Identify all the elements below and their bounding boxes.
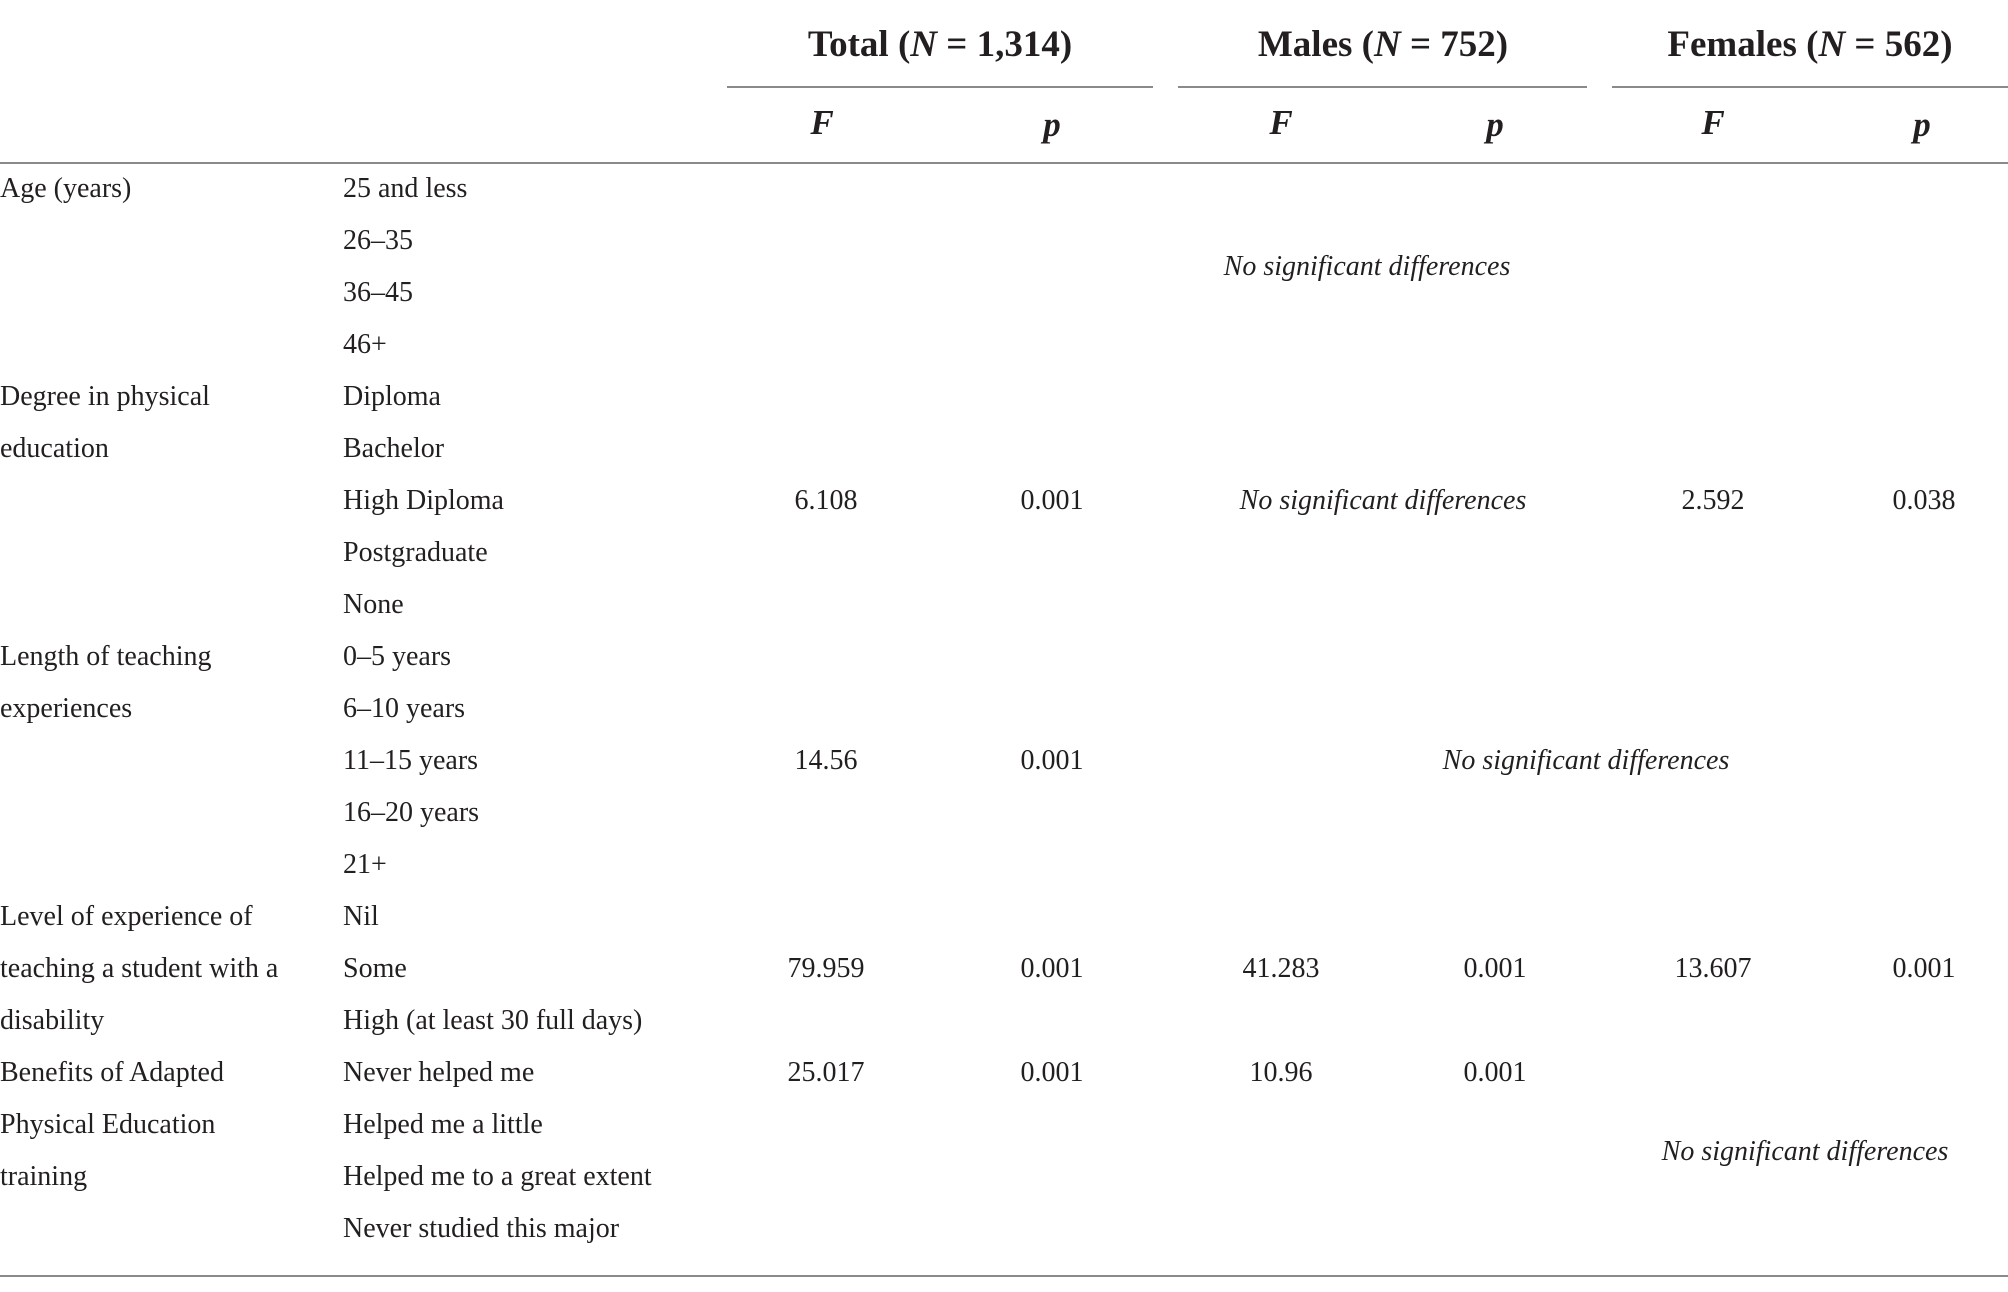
level-length-3: 11–15 years xyxy=(343,745,479,776)
header-total: Total (N = 1,314) xyxy=(807,24,1073,65)
n-label-total: N xyxy=(910,24,938,65)
header-females: Females (N = 562) xyxy=(1667,24,1953,65)
header-males: Males (N = 752) xyxy=(1257,24,1509,65)
level-degree-1: Diploma xyxy=(343,381,441,412)
level-age-2: 26–35 xyxy=(343,225,413,256)
col-total-p: p xyxy=(1043,105,1061,144)
group-rule-males xyxy=(1178,86,1587,88)
experience-males-p: 0.001 xyxy=(1463,953,1527,984)
level-benefits-1: Never helped me xyxy=(343,1057,535,1088)
row-label-benefits-line1: Benefits of Adapted xyxy=(0,1057,224,1088)
experience-total-F: 79.959 xyxy=(787,953,865,984)
row-label-experience-line3: disability xyxy=(0,1005,105,1036)
group-rule-total xyxy=(727,86,1153,88)
level-degree-2: Bachelor xyxy=(343,433,445,464)
table-bottom-rule xyxy=(0,1275,2008,1277)
row-label-experience-line2: teaching a student with a xyxy=(0,953,279,984)
row-label-benefits-line2: Physical Education xyxy=(0,1109,216,1140)
row-label-age: Age (years) xyxy=(0,173,132,204)
col-females-F: F xyxy=(1701,103,1725,142)
n-value-males: = 752 xyxy=(1400,24,1496,65)
experience-females-p: 0.001 xyxy=(1892,953,1956,984)
level-degree-4: Postgraduate xyxy=(343,537,488,568)
note-length-no-diff: No significant differences xyxy=(1442,745,1730,776)
col-males-p: p xyxy=(1486,105,1504,144)
level-length-1: 0–5 years xyxy=(343,641,452,672)
level-experience-1: Nil xyxy=(343,901,379,932)
col-females-p: p xyxy=(1913,105,1931,144)
row-label-degree-line1: Degree in physical xyxy=(0,381,210,412)
row-label-degree-line2: education xyxy=(0,433,109,464)
level-degree-5: None xyxy=(343,589,404,620)
level-age-1: 25 and less xyxy=(343,173,468,204)
level-age-3: 36–45 xyxy=(343,277,413,308)
degree-females-p: 0.038 xyxy=(1892,485,1956,516)
length-total-F: 14.56 xyxy=(794,745,858,776)
benefits-total-F: 25.017 xyxy=(787,1057,865,1088)
note-degree-males-no-diff: No significant differences xyxy=(1239,485,1527,516)
benefits-males-F: 10.96 xyxy=(1249,1057,1313,1088)
header-bottom-rule xyxy=(0,162,2008,164)
level-experience-2: Some xyxy=(343,953,407,984)
row-label-experience-line1: Level of experience of xyxy=(0,901,253,932)
level-benefits-3: Helped me to a great extent xyxy=(343,1161,652,1192)
experience-males-F: 41.283 xyxy=(1242,953,1320,984)
group-name-females: Females xyxy=(1667,24,1797,65)
row-label-benefits-line3: training xyxy=(0,1161,88,1192)
n-value-females: = 562 xyxy=(1845,24,1941,65)
col-total-F: F xyxy=(810,103,834,142)
level-benefits-2: Helped me a little xyxy=(343,1109,543,1140)
row-label-length-line2: experiences xyxy=(0,693,133,724)
n-value-total: = 1,314 xyxy=(937,24,1060,65)
experience-females-F: 13.607 xyxy=(1674,953,1752,984)
n-label-females: N xyxy=(1818,24,1846,65)
row-label-length-line1: Length of teaching xyxy=(0,641,212,672)
benefits-males-p: 0.001 xyxy=(1463,1057,1527,1088)
level-length-4: 16–20 years xyxy=(343,797,480,828)
degree-total-F: 6.108 xyxy=(794,485,858,516)
benefits-total-p: 0.001 xyxy=(1020,1057,1084,1088)
level-experience-3: High (at least 30 full days) xyxy=(343,1005,643,1036)
degree-females-F: 2.592 xyxy=(1681,485,1745,516)
group-rule-females xyxy=(1612,86,2008,88)
note-benefits-females-no-diff: No significant differences xyxy=(1661,1136,1949,1167)
level-age-4: 46+ xyxy=(343,329,387,360)
group-name-males: Males xyxy=(1257,24,1353,65)
note-age-no-diff: No significant differences xyxy=(1223,251,1511,282)
group-name-total: Total xyxy=(807,24,889,65)
n-label-males: N xyxy=(1373,24,1401,65)
degree-total-p: 0.001 xyxy=(1020,485,1084,516)
experience-total-p: 0.001 xyxy=(1020,953,1084,984)
level-length-5: 21+ xyxy=(343,849,387,880)
level-degree-3: High Diploma xyxy=(343,485,504,516)
level-length-2: 6–10 years xyxy=(343,693,466,724)
length-total-p: 0.001 xyxy=(1020,745,1084,776)
col-males-F: F xyxy=(1269,103,1293,142)
level-benefits-4: Never studied this major xyxy=(343,1213,620,1244)
